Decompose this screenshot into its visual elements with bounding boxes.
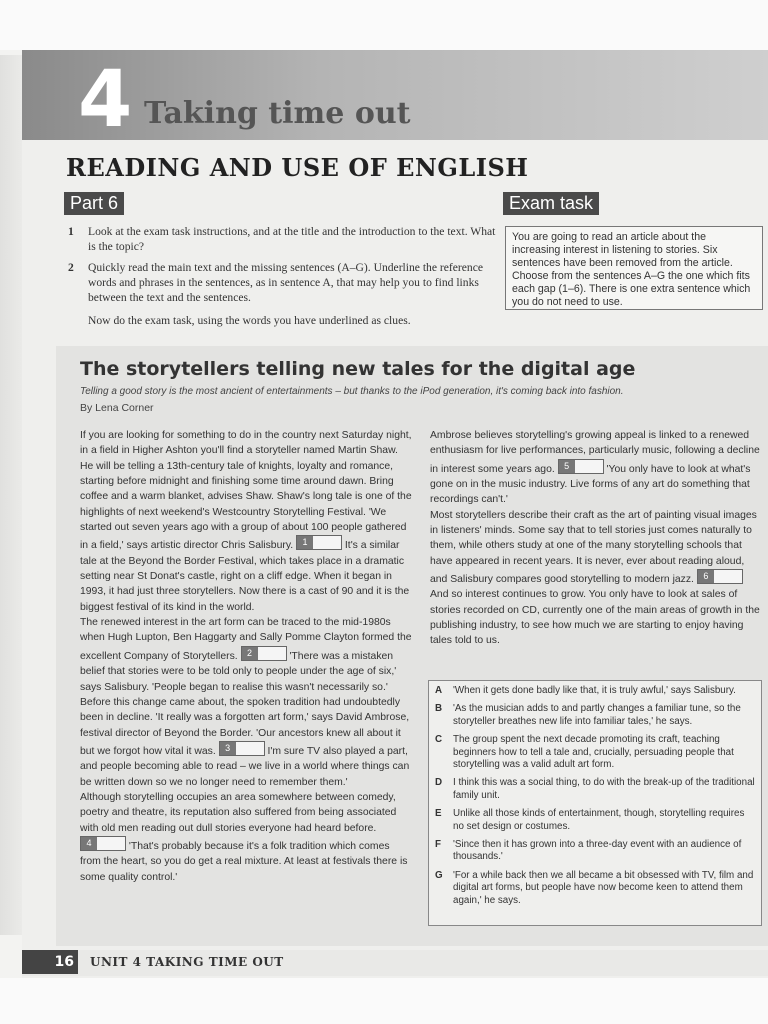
instruction-number: 1 [68,225,74,238]
gap-box[interactable] [697,569,743,584]
paragraph-text: 'You only have to look at what's gone on in the music industry. Live forms of any art do something that recordings can't.' [430,463,751,506]
instruction-number: 2 [68,261,74,274]
article-paragraph [80,790,412,885]
option-item[interactable] [433,734,755,771]
option-item[interactable] [433,685,755,697]
instruction-text: Look at the exam task instructions, and at the title and the introduction to the text. What is the topic? [88,225,496,253]
option-letter: A [435,685,443,696]
option-text: 'Since then it has grown into a three-day event with an audience of thousands.' [453,839,742,863]
paragraph-text: It's a similar tale at the Beyond the Border Festival, which takes place in a dramatic setting near St Donat's castle, right on a cliff edge. When it began in 1993, it had just three storytellers. Now there is a cast of 90 and it is the biggest festival of its kind in the world. [80,540,410,613]
missing-sentences-box [428,680,762,926]
gap-number: 3 [220,742,236,755]
unit-number: 4 [78,55,129,145]
paragraph-text: Ambrose believes storytelling's growing appeal is linked to a renewed enthusiasm for live performances, particularly music, following a decline in interest some years ago. [430,430,760,475]
option-item[interactable] [433,808,755,833]
option-text: 'For a while back then we all became a bit obsessed with TV, film and digital art forms, but people have now become keen to attend them again,' he says. [453,869,754,906]
exam-task-tag: Exam task [503,192,599,215]
gap-box[interactable] [219,741,265,756]
instruction-text: Quickly read the main text and the missing sentences (A–G). Underline the reference words and phrases in the sentences, as in sentence A, that may help you to find links between the text and the sentences. [88,261,484,304]
paragraph-text: 'There was a mistaken belief that stories were to be told only to people under the age of six,' says Salisbury. 'People began to realise this wasn't necessarily so.' [80,650,397,693]
option-item[interactable] [433,777,755,802]
paragraph-text: And so interest continues to grow. You only have to look at sales of stories recorded on CD, currently one of the main areas of growth in the publishing industry, to see how much we are starting to enjoy having tales told to us. [430,589,760,647]
page-number: 16 [22,950,78,974]
instruction-item [66,260,496,305]
option-letter: D [435,777,443,789]
option-letter: G [435,869,443,881]
gap-box[interactable] [296,535,342,550]
option-letter: E [435,808,442,820]
gap-box[interactable] [241,646,287,661]
gap-number: 6 [698,570,714,583]
option-text: The group spent the next decade promoting its craft, teaching beginners how to tell a tale and, crucially, persuading people that storytelling was a valid adult art form. [453,734,734,771]
instruction-item [66,224,496,254]
option-item[interactable] [433,870,755,907]
option-letter: B [435,703,443,715]
gap-box[interactable] [558,459,604,474]
gap-number: 2 [242,647,258,660]
paragraph-text: Before this change came about, the spoken tradition had undoubtedly been in decline. 'It really was a forgotten art form,' says David Ambrose, festival director of Beyond the Border. 'Our ancestors knew all about it but we forgot how vital it was. [80,696,410,757]
unit-title: Taking time out [144,96,411,131]
paragraph-text: Although storytelling occupies an area somewhere between comedy, poetry and theatre, its reputation also suffered from being associated with old men reading out dull stories everyone had heard before. [80,791,397,834]
article-column-right [430,428,760,649]
exam-task-box: You are going to read an article about the increasing interest in listening to stories. Six sentences have been removed from the article. Choose from the sentences A–G the one which fits each gap (1–6). There is one extra sentence which you do not need to use. [505,226,763,310]
option-letter: F [435,839,441,851]
footer-unit-label: UNIT 4 TAKING TIME OUT [90,955,284,969]
article-subtitle: Telling a good story is the most ancient of entertainments – but thanks to the iPod generation, it's coming back into fashion. [80,386,624,397]
gap-number: 4 [81,837,97,850]
section-title: READING AND USE OF ENGLISH [66,153,529,182]
paragraph-text: Most storytellers describe their craft as the art of painting visual images in listeners' minds. Some say that to tell stories just comes naturally to them, while others study at one of the many storytelling schools that have appeared in recent years. It is never, ever about reading aloud, and Salisbury compares good storytelling to modern jazz. [430,509,757,586]
option-text: 'When it gets done badly like that, it is truly awful,' says Salisbury. [453,685,736,696]
task-instructions [66,224,496,328]
gap-number: 5 [559,460,575,473]
paragraph-text: The renewed interest in the art form can be traced to the mid-1980s when Hugh Lupton, Ben Haggarty and Sally Pomme Clayton formed the excellent Company of Storytellers. [80,617,412,662]
option-text: I think this was a social thing, to do with the break-up of the traditional family unit. [453,777,755,801]
paragraph-text: I'm sure TV also played a part, and people becoming able to read – we live in a world where things can be written down so we no longer need to remember them.' [80,745,410,788]
paragraph-text: If you are looking for something to do in the country next Saturday night, in a field in Higher Ashton you'll find a storyteller named Martin Shaw. He will be telling a 13th-century tale of knights, loyalty and romance, starting before midnight and finishing some time around dawn. Bring coffee and a warm blanket, advises Shaw. Shaw's long tale is one of the highlights of next weekend's Westcountry Storytelling Festival. 'We started out seven years ago with a group of about 100 people gathered in a field,' says artistic director Chris Salisbury. [80,430,412,552]
article-column-left [80,428,412,885]
option-item[interactable] [433,839,755,864]
gap-box[interactable] [80,836,126,851]
scan-margin-top [0,0,768,50]
article-paragraph [80,615,412,695]
gap-number: 1 [297,536,313,549]
article-byline: By Lena Corner [80,402,154,414]
instruction-note: Now do the exam task, using the words you have underlined as clues. [88,314,411,327]
option-text: 'As the musician adds to and partly changes a familiar tune, so the storyteller breathes new life into familiar tales,' he says. [453,703,741,727]
article-paragraph [80,428,412,615]
article-paragraph [430,587,760,648]
scan-margin-bottom [0,978,768,1024]
option-letter: C [435,734,443,746]
article-title: The storytellers telling new tales for the digital age [80,358,636,380]
article-paragraph [430,428,760,508]
article-paragraph [430,508,760,588]
article-paragraph [80,695,412,790]
part-tag: Part 6 [64,192,124,215]
option-item[interactable] [433,703,755,728]
paragraph-text: 'That's probably because it's a folk tradition which comes from the heart, so you do get a real mixture. At least at festivals there is some quality control.' [80,840,408,883]
option-text: Unlike all those kinds of entertainment, though, storytelling requires no set design or costumes. [453,808,745,832]
